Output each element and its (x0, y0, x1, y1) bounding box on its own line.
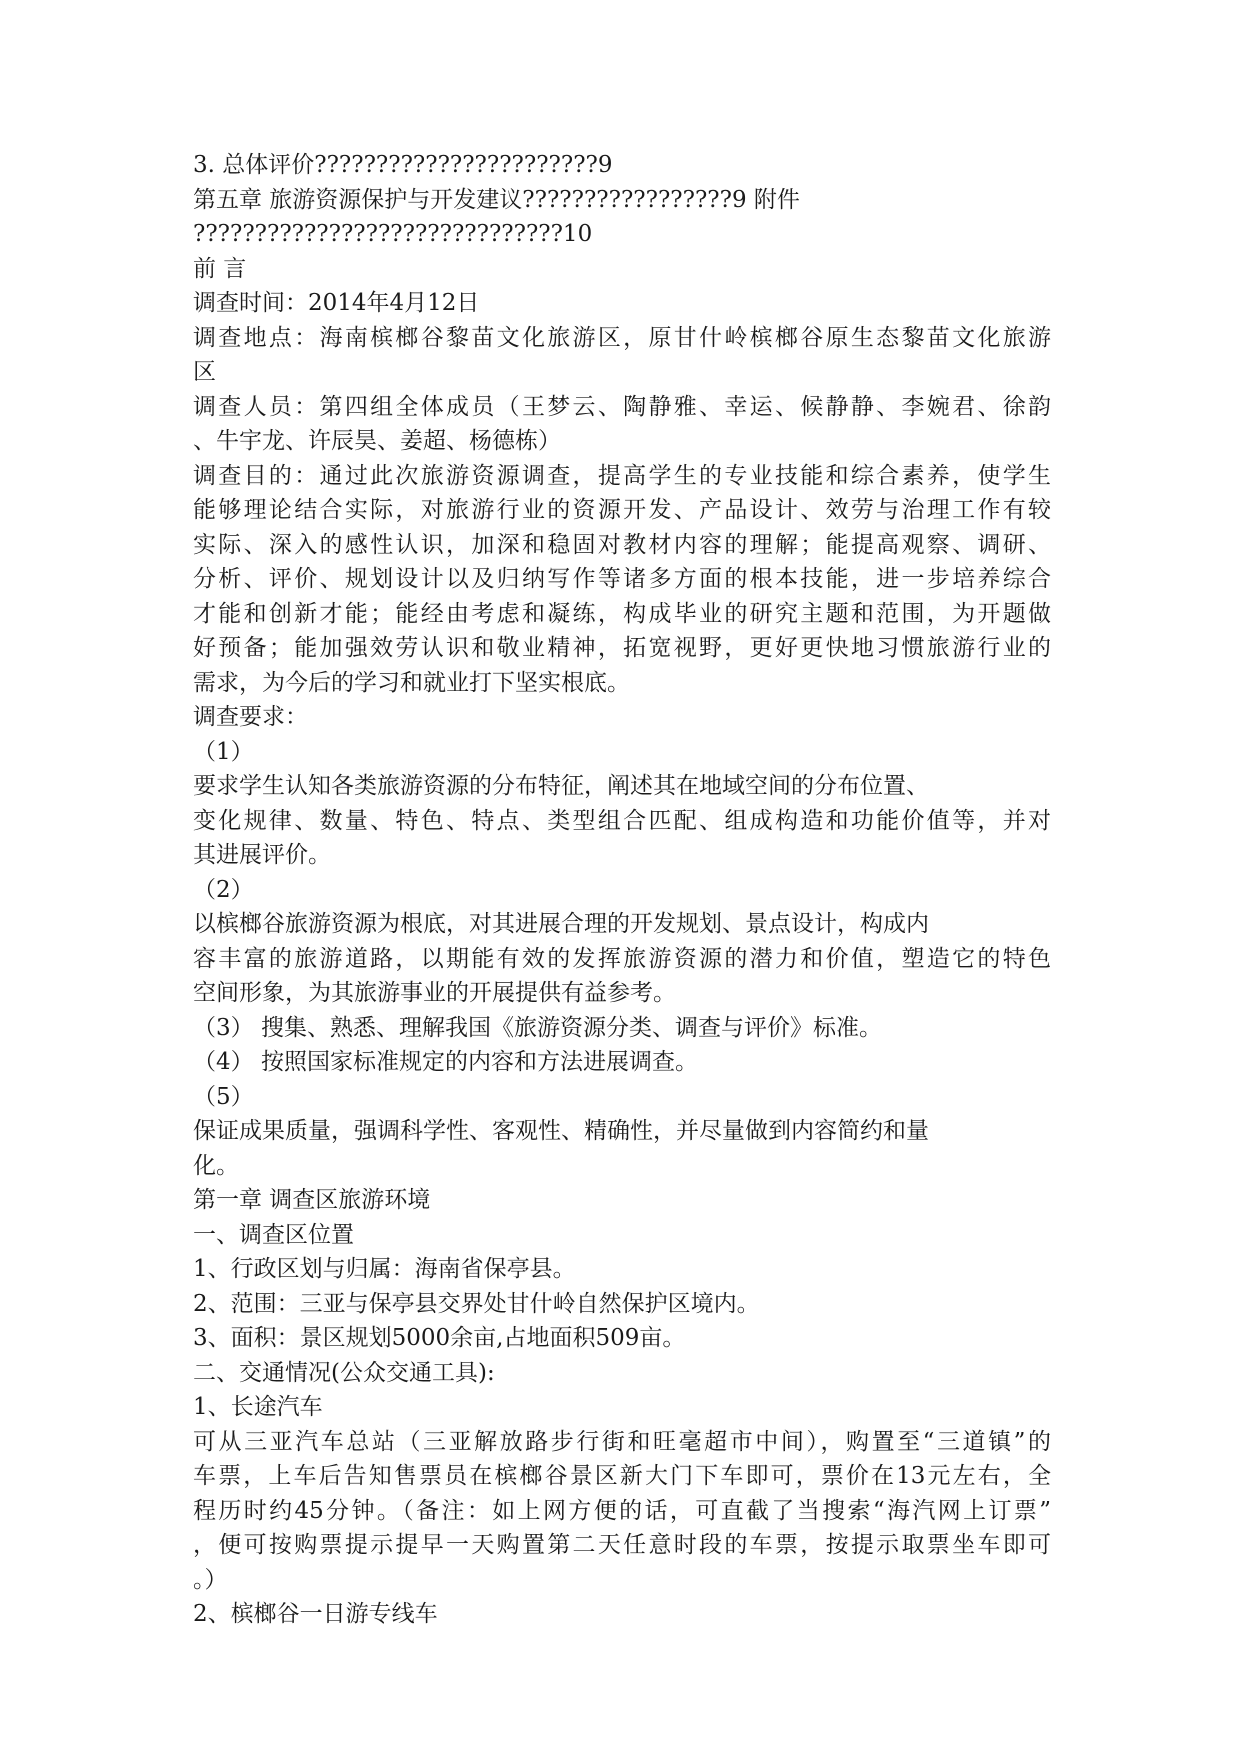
text-line: （1） (193, 738, 254, 765)
text-line: （3） 搜集、熟悉、理解我国《旅游资源分类、调查与评价》标准。 (193, 1014, 882, 1041)
text-line: 空间形象，为其旅游事业的开展提供有益参考。 (193, 980, 676, 1006)
text-line: 变化规律、数量、特色、特点、类型组合匹配、组成构造和功能价值等，并对 (193, 807, 1051, 834)
text-line: 2、槟榔谷一日游专线车 (193, 1601, 438, 1627)
text-line: 程历时约45分钟。（备注：如上网方便的话，可直截了当搜索“海汽网上订票” (193, 1497, 1051, 1524)
text-line: 调查地点：海南槟榔谷黎苗文化旅游区，原甘什岭槟榔谷原生态黎苗文化旅游 (193, 324, 1051, 351)
text-line: 要求学生认知各类旅游资源的分布特征，阐述其在地域空间的分布位置、 (193, 773, 929, 799)
text-line: 调查目的：通过此次旅游资源调查，提高学生的专业技能和综合素养，使学生 (193, 462, 1051, 489)
text-line: 3. 总体评价???????????????????????9 (193, 152, 613, 178)
text-line: 3、面积：景区规划5000余亩,占地面积509亩。 (193, 1325, 686, 1351)
text-line: 一、调查区位置 (193, 1221, 354, 1248)
text-line: 1、行政区划与归属：海南省保亭县。 (193, 1256, 576, 1282)
text-line: 需求，为今后的学习和就业打下坚实根底。 (193, 669, 630, 696)
text-line: （2） (193, 876, 254, 903)
text-line: 区 (193, 359, 216, 385)
text-line: 能够理论结合实际，对旅游行业的资源开发、产品设计、效劳与治理工作有较 (193, 497, 1051, 523)
text-line: 保证成果质量，强调科学性、客观性、精确性，并尽量做到内容简约和量 (193, 1118, 929, 1144)
text-line: 二、交通情况(公众交通工具): (193, 1359, 495, 1386)
text-line: 第五章 旅游资源保护与开发建议?????????????????9 附件 (193, 186, 800, 213)
text-line: 化。 (193, 1152, 239, 1179)
text-line: 调查时间：2014年4月12日 (193, 290, 480, 316)
text-line: 。） (193, 1566, 228, 1593)
text-line: 车票，上车后告知售票员在槟榔谷景区新大门下车即可，票价在13元左右，全 (193, 1463, 1051, 1489)
text-line: 第一章 调查区旅游环境 (193, 1187, 431, 1213)
text-line: 调查要求： (193, 704, 308, 730)
text-line: 前 言 (193, 255, 247, 282)
text-line: 好预备；能加强效劳认识和敬业精神，拓宽视野，更好更快地习惯旅游行业的 (193, 635, 1051, 661)
text-line: （4） 按照国家标准规定的内容和方法进展调查。 (193, 1049, 698, 1075)
text-line: 容丰富的旅游道路，以期能有效的发挥旅游资源的潜力和价值，塑造它的特色 (193, 945, 1051, 972)
document-body (193, 148, 1051, 1632)
text-line: 才能和创新才能；能经由考虑和凝练，构成毕业的研究主题和范围，为开题做 (193, 600, 1051, 627)
text-line: 1、长途汽车 (193, 1394, 323, 1420)
text-line: 可从三亚汽车总站（三亚解放路步行街和旺毫超市中间），购置至“三道镇”的 (193, 1428, 1051, 1455)
text-line: 2、范围：三亚与保亭县交界处甘什岭自然保护区境内。 (193, 1290, 760, 1317)
text-line: 其进展评价。 (193, 842, 331, 868)
text-line: ，便可按购票提示提早一天购置第二天任意时段的车票，按提示取票坐车即可 (193, 1532, 1051, 1558)
text-line: 以槟榔谷旅游资源为根底，对其进展合理的开发规划、景点设计，构成内 (193, 911, 929, 937)
text-line: （5） (193, 1083, 254, 1110)
text-line: ??????????????????????????????10 (193, 221, 593, 247)
text-line: 分析、评价、规划设计以及归纳写作等诸多方面的根本技能，进一步培养综合 (193, 566, 1051, 592)
text-line: 、牛宇龙、许辰昊、姜超、杨德栋） (193, 428, 561, 454)
text-line: 调查人员：第四组全体成员（王梦云、陶静雅、幸运、候静静、李婉君、徐韵 (193, 393, 1051, 420)
text-line: 实际、深入的感性认识，加深和稳固对教材内容的理解；能提高观察、调研、 (193, 531, 1051, 558)
